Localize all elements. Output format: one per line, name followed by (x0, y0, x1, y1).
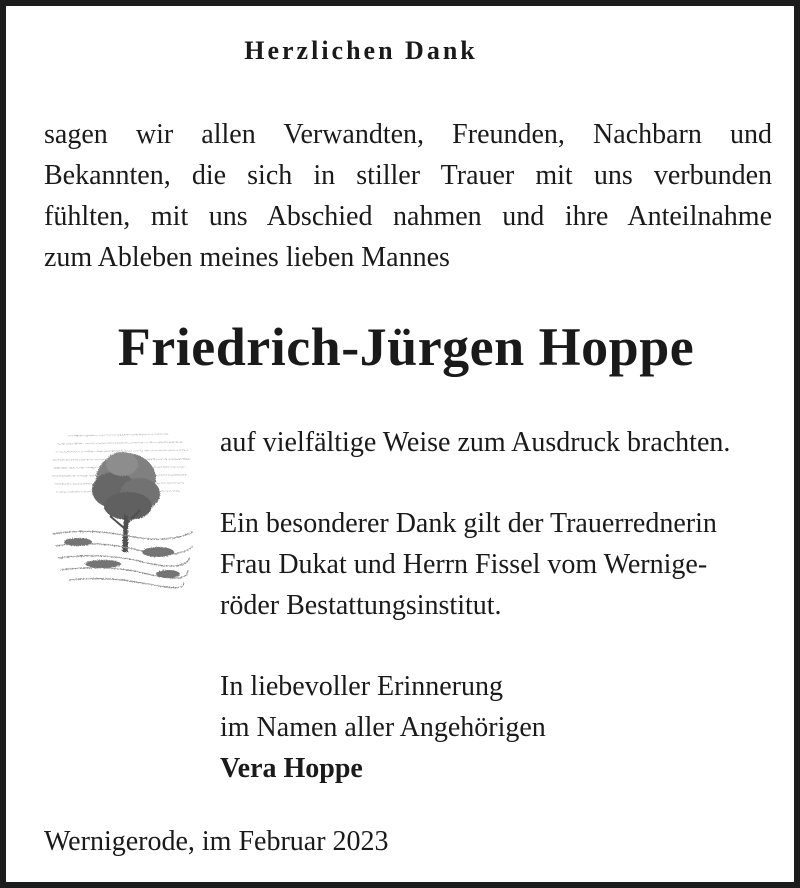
intro-line: fühlten, mit uns Abschied nahmen und ihre Anteilnahme (44, 201, 772, 232)
special-thanks-line: Ein besonderer Dank gilt der Trauerrednerin (220, 508, 717, 539)
signature-line: im Namen aller Angehörigen (220, 712, 546, 743)
special-thanks-paragraph (220, 503, 780, 626)
signature-line: In liebevoller Erinnerung (220, 671, 504, 702)
intro-line: Bekannten, die sich in stiller Trauer mit uns verbunden (44, 160, 772, 191)
intro-paragraph (44, 114, 772, 278)
closing-line: auf vielfältige Weise zum Ausdruck brachten. (220, 427, 731, 458)
special-thanks-line: Frau Dukat und Herrn Fissel vom Wernige- (220, 549, 708, 580)
place-date: Wernigerode, im Februar 2023 (44, 826, 389, 857)
special-thanks-line: röder Bestattungsinstitut. (220, 590, 502, 621)
intro-line: zum Ableben meines lieben Mannes (44, 242, 450, 273)
notice-heading (6, 36, 800, 66)
heading-text: Herzlichen Dank (244, 36, 478, 65)
signature-block (220, 666, 780, 789)
signer-name: Vera Hoppe (220, 753, 363, 784)
intro-line: sagen wir allen Verwandten, Freunden, Nachbarn und (44, 119, 772, 150)
tree-landscape-illustration (48, 424, 198, 594)
closing-paragraph (220, 422, 780, 463)
deceased-name: Friedrich-Jürgen Hoppe (117, 317, 695, 377)
